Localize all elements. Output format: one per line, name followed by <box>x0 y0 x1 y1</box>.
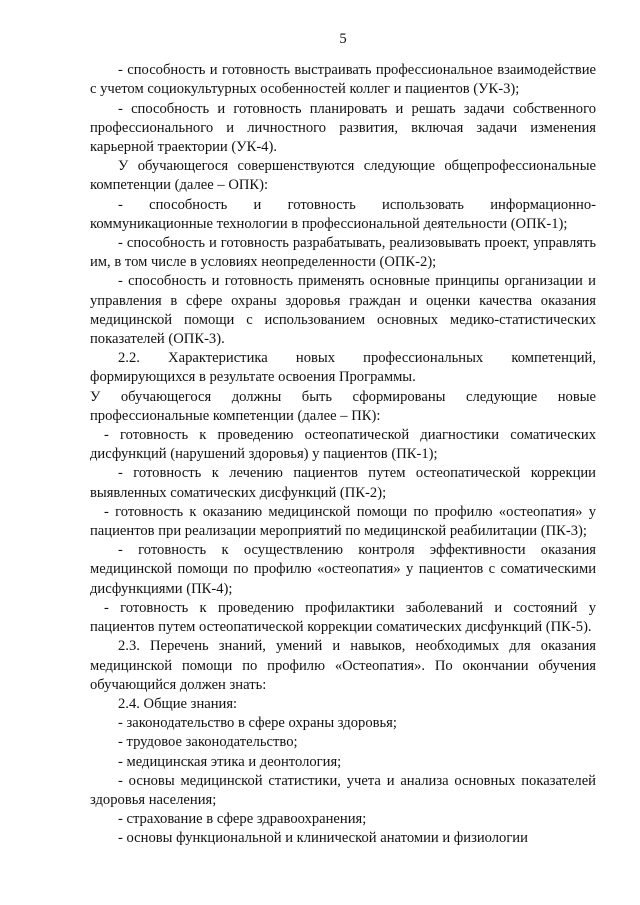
paragraph-opk-intro: У обучающегося совершенствуются следующие общепрофессиональные компетенции (далее – ОПК): <box>90 158 596 194</box>
paragraph-pk1: - готовность к проведению остеопатической диагностики соматических дисфункций (нарушений здоровья) у пациентов (ПК-1); <box>90 427 596 463</box>
list-item-statistics: - основы медицинской статистики, учета и анализа основных показателей здоровья населения; <box>90 772 596 808</box>
paragraph-pk4: - готовность к осуществлению контроля эффективности оказания медицинской помощи по профилю «остеопатия» у пациентов с соматическими дисфункциями (ПК-4); <box>90 542 596 597</box>
paragraph-section-2-3: 2.3. Перечень знаний, умений и навыков, необходимых для оказания медицинской помощи по профилю «Остеопатия». По окончании обучения обучающийся должен знать: <box>90 638 596 693</box>
list-item-insurance: - страхование в сфере здравоохранения; <box>118 811 367 828</box>
list-item-labor-law: - трудовое законодательство; <box>118 734 298 751</box>
paragraph-opk3: - способность и готовность применять основные принципы организации и управления в сфере охраны здоровья граждан и оценки качества оказания медицинской помощи с использованием основных медико-статистических показателей (ОПК-3). <box>90 273 596 348</box>
paragraph-pk5: - готовность к проведению профилактики заболеваний и состояний у пациентов путем остеопатической коррекции соматических дисфункций (ПК-5). <box>90 599 596 636</box>
paragraph-pk2: - готовность к лечению пациентов путем остеопатической коррекции выявленных соматических дисфункций (ПК-2); <box>90 465 596 501</box>
paragraph-uk4: - способность и готовность планировать и решать задачи собственного профессионального и личностного развития, включая задачи изменения карьерной траектории (УК-4). <box>90 100 596 156</box>
page-number: 5 <box>339 31 347 47</box>
paragraph-section-2-2: 2.2. Характеристика новых профессиональных компетенций, формирующихся в результате освоения Программы. <box>90 350 596 386</box>
paragraph-uk3: - способность и готовность выстраивать профессиональное взаимодействие с учетом социокультурных особенностей коллег и пациентов (УК-3); <box>90 62 596 98</box>
list-item-anatomy: - основы функциональной и клинической анатомии и физиологии <box>118 830 528 847</box>
paragraph-opk1: - способность и готовность использовать информационно-коммуникационные технологии в профессиональной деятельности (ОПК-1); <box>90 196 596 232</box>
list-item-ethics: - медицинская этика и деонтология; <box>118 753 342 770</box>
paragraph-pk3: - готовность к оказанию медицинской помощи по профилю «остеопатия» у пациентов при реализации мероприятий по медицинской реабилитации (ПК-3); <box>90 503 596 540</box>
paragraph-pk-intro: У обучающегося должны быть сформированы следующие новые профессиональные компетенции (далее – ПК): <box>90 388 596 424</box>
paragraph-section-2-4: 2.4. Общие знания: <box>118 695 238 712</box>
paragraph-opk2: - способность и готовность разрабатывать, реализовывать проект, управлять им, в том числе в условиях неопределенности (ОПК-2); <box>90 235 596 271</box>
list-item-health-law: - законодательство в сфере охраны здоровья; <box>118 715 397 732</box>
